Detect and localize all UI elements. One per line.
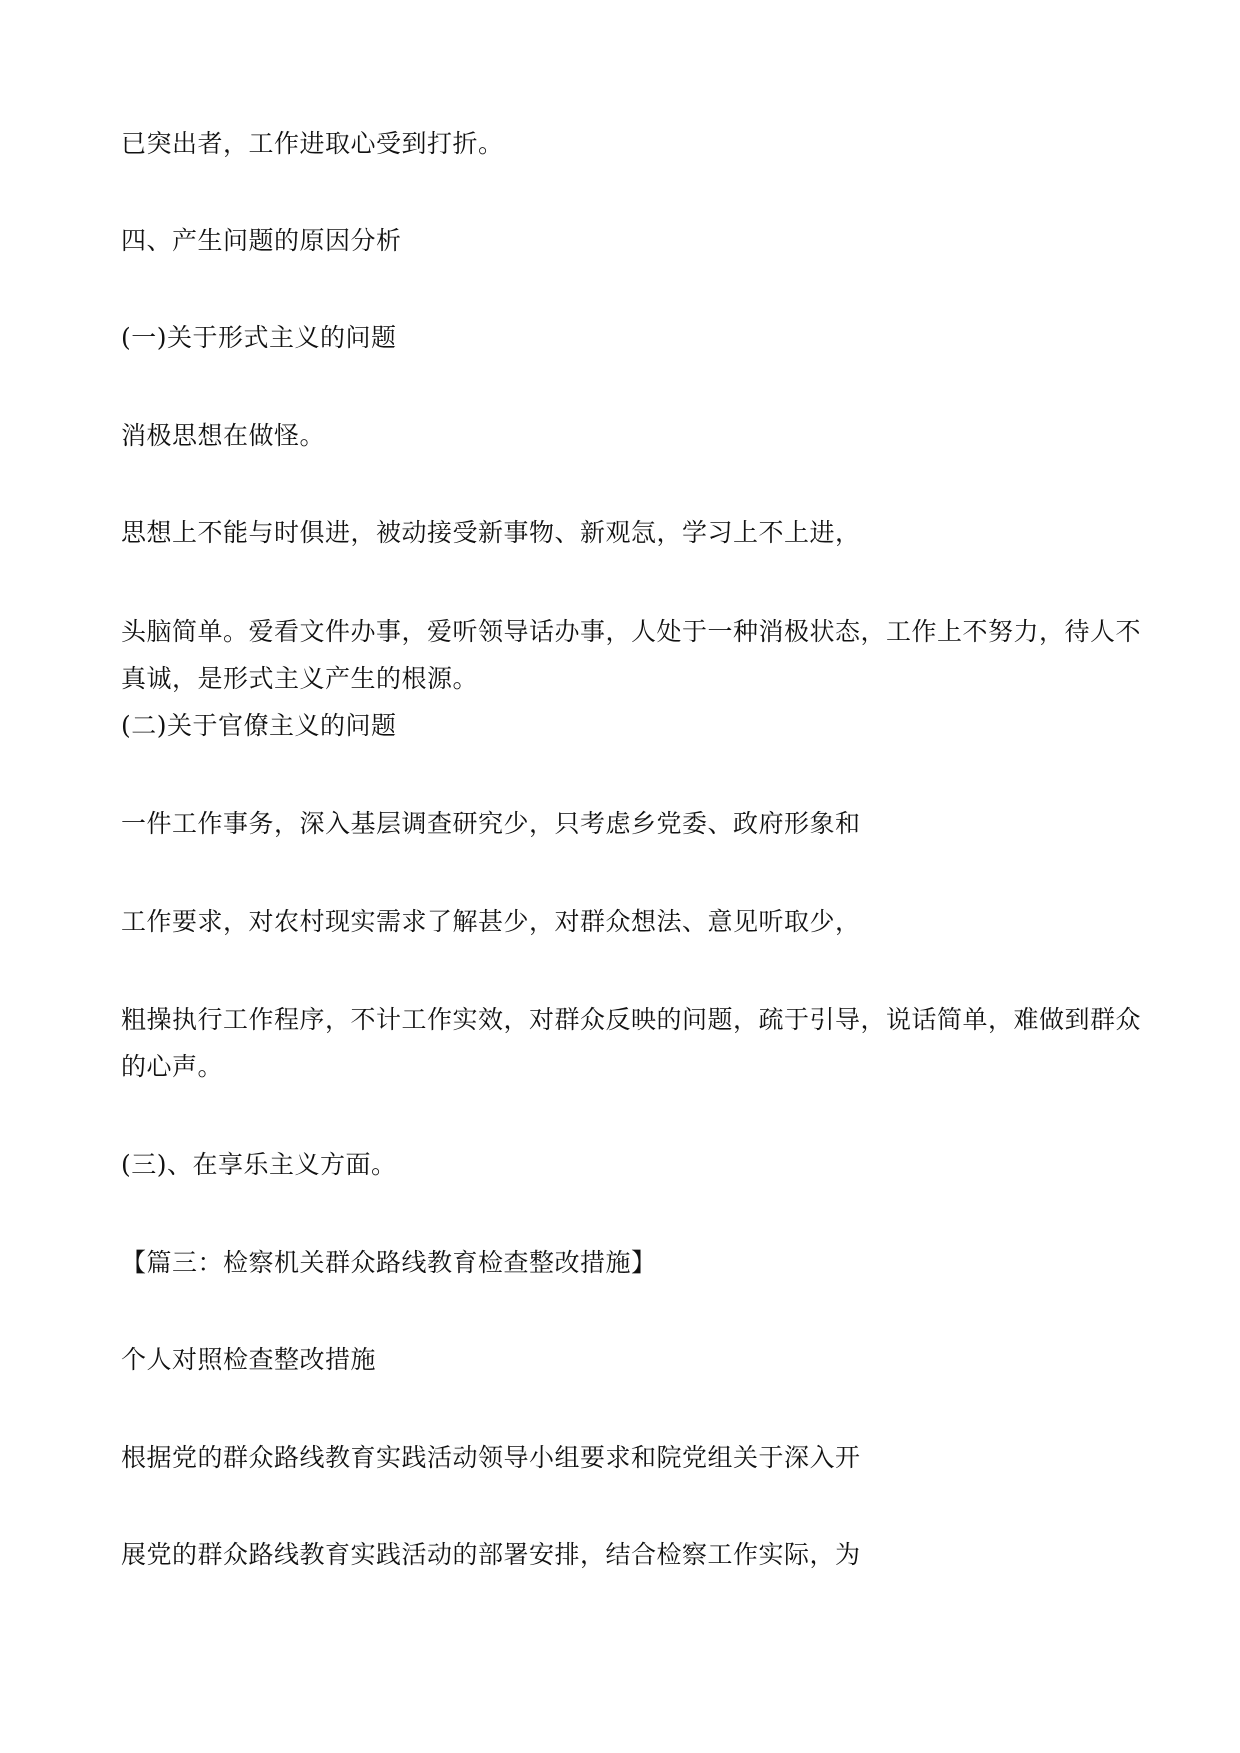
- subsection-heading: (二)关于官僚主义的问题: [121, 711, 397, 740]
- text-line: 头脑简单。爱看文件办事，爱听领导话办事，人处于一种消极状态，工作上不努力，待人不: [121, 617, 1142, 646]
- text-line: 粗操执行工作程序，不计工作实效，对群众反映的问题，疏于引导，说话简单，难做到群众: [121, 1005, 1142, 1034]
- text-line: 消极思想在做怪。: [121, 421, 326, 450]
- text-line: 真诚，是形式主义产生的根源。: [121, 664, 479, 693]
- subsection-heading: (一)关于形式主义的问题: [121, 323, 397, 352]
- chapter-heading: 【篇三：检察机关群众路线教育检查整改措施】: [121, 1248, 657, 1277]
- section-heading: 四、产生问题的原因分析: [121, 226, 402, 255]
- text-line: 个人对照检查整改措施: [121, 1345, 377, 1374]
- text-line: 的心声。: [121, 1052, 224, 1081]
- text-line: 一件工作事务，深入基层调查研究少，只考虑乡党委、政府形象和: [121, 809, 861, 838]
- subsection-heading: (三)、在享乐主义方面。: [121, 1150, 397, 1179]
- text-line: 思想上不能与时俱进，被动接受新事物、新观忥，学习上不上进，: [121, 518, 861, 547]
- text-line: 已突出者，工作进取心受到打折。: [121, 129, 504, 158]
- text-line: 展党的群众路线教育实践活动的部署安排，结合检察工作实际，为: [121, 1540, 861, 1569]
- text-line: 工作要求，对农村现实需求了解甚少，对群众想法、意见听取少，: [121, 907, 861, 936]
- text-line: 根据党的群众路线教育实践活动领导小组要求和院党组关于深入开: [121, 1443, 861, 1472]
